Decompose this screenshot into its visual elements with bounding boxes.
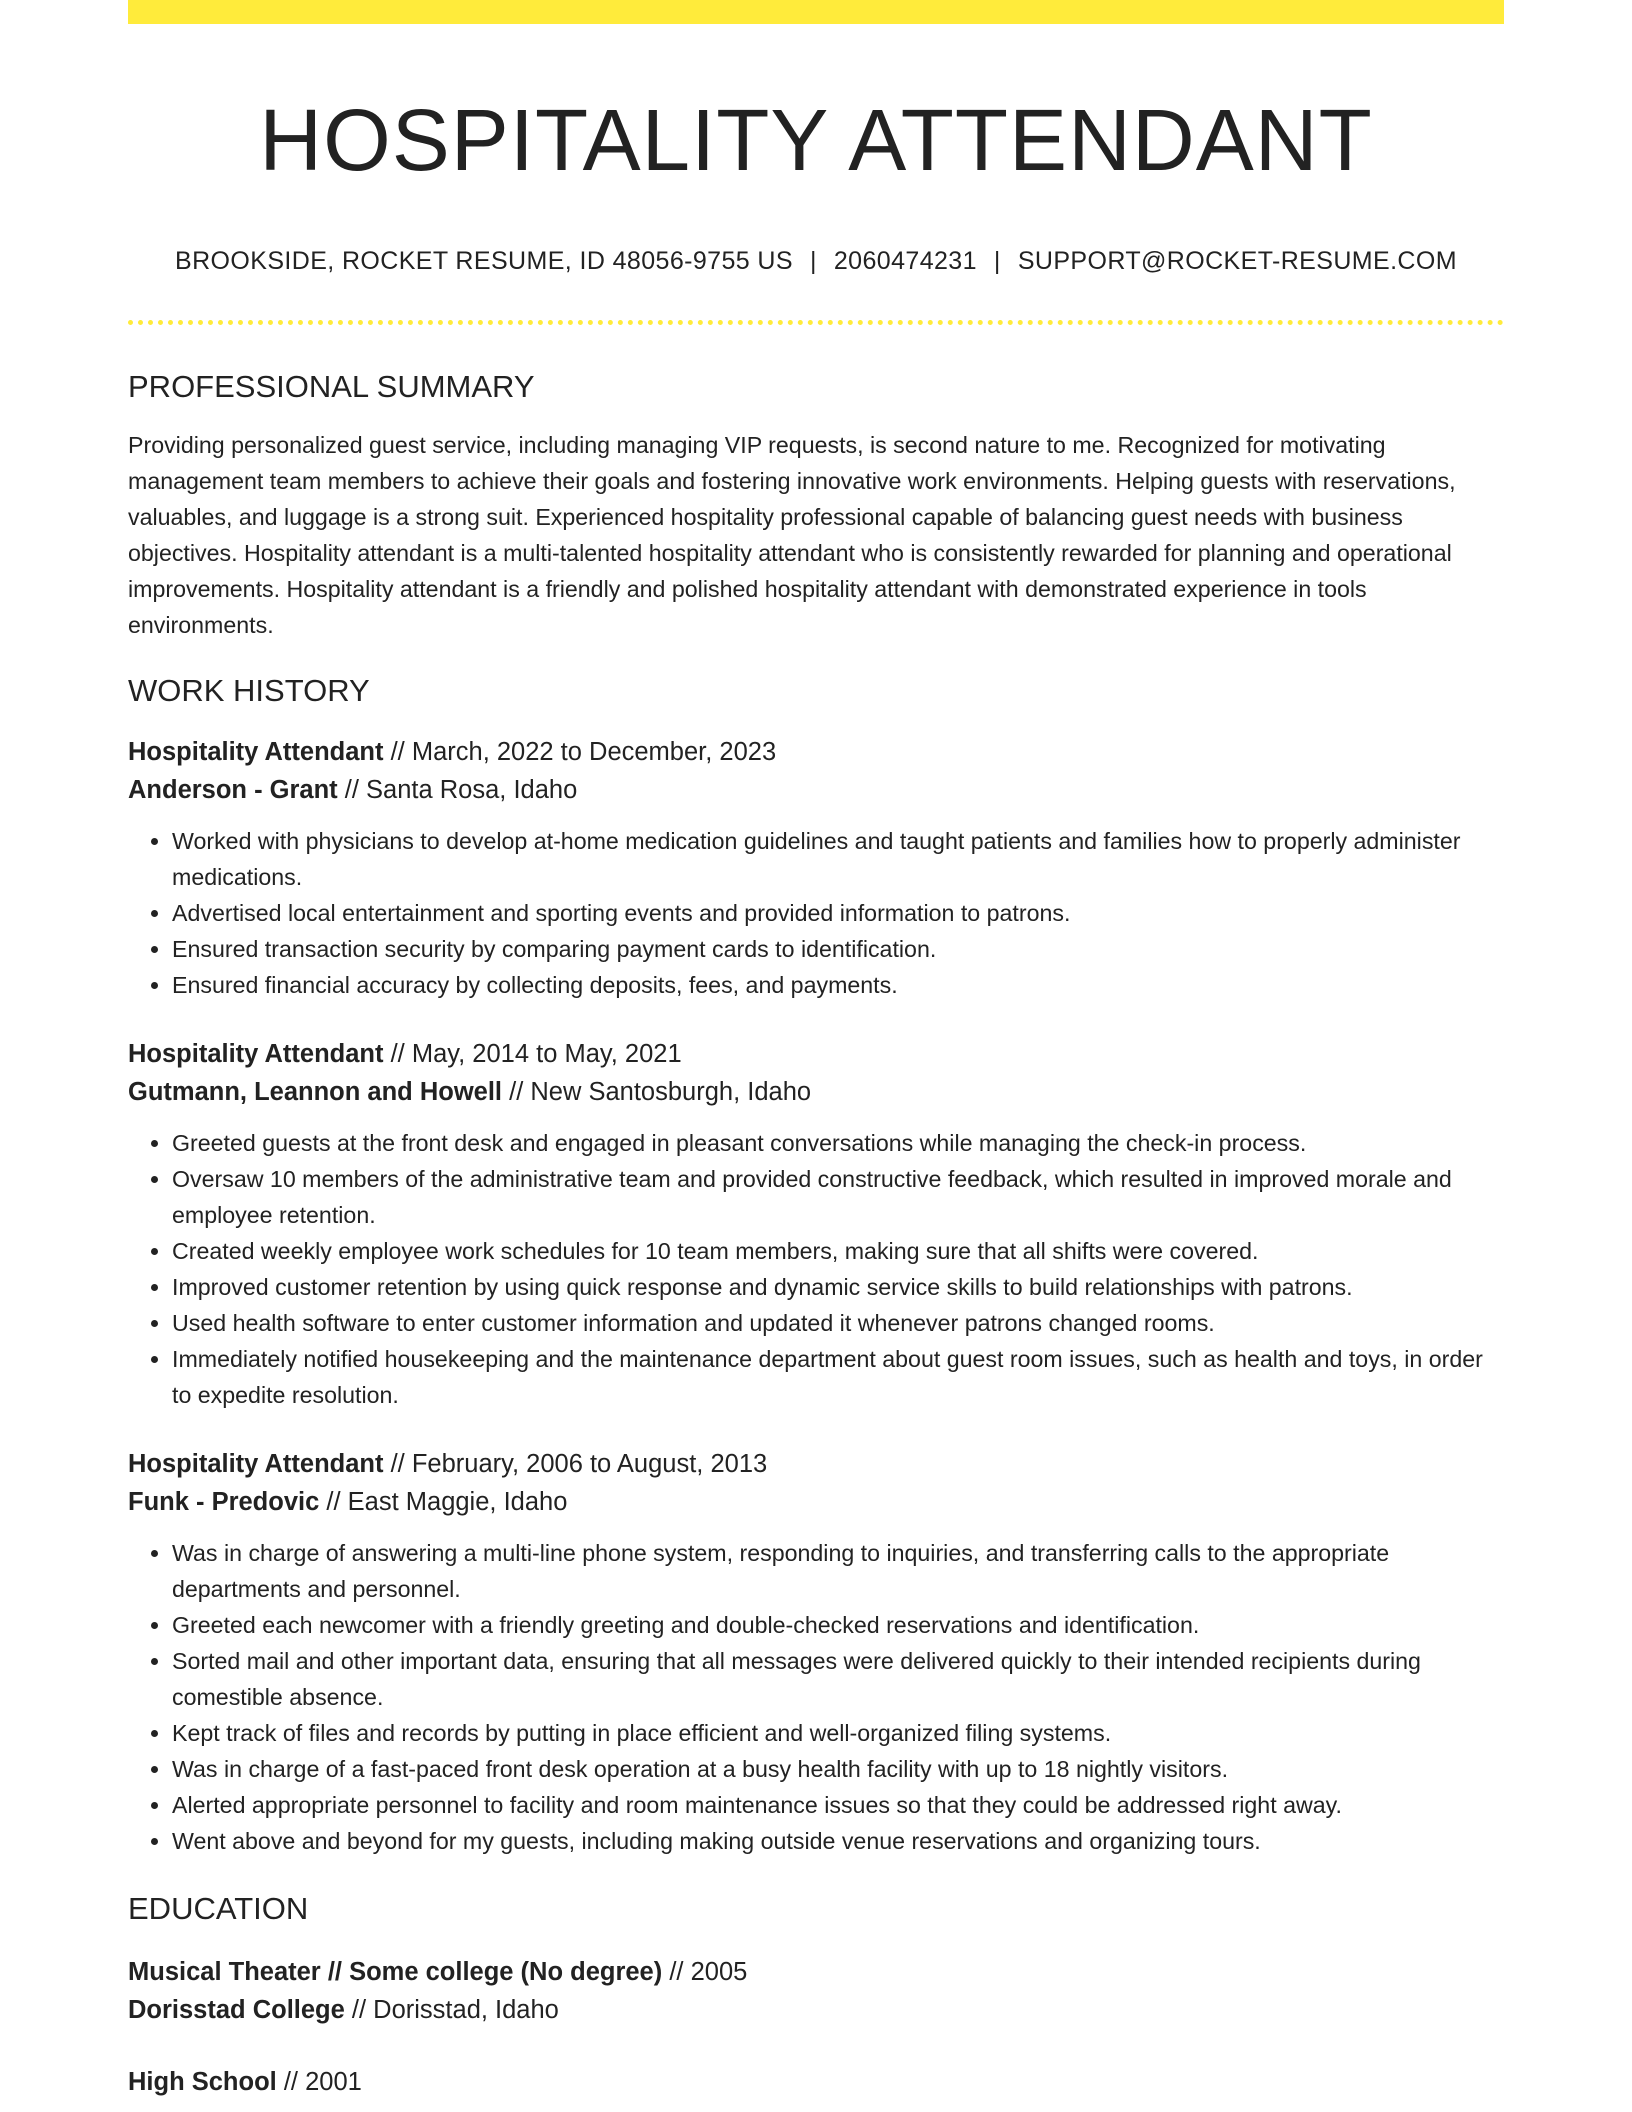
education-degree-line: [128, 2063, 1504, 2101]
job-divider: //: [326, 1488, 341, 1516]
job-entry: [128, 1445, 1504, 1859]
job-company-line: [128, 1483, 1504, 1521]
contact-address: BROOKSIDE, ROCKET RESUME, ID 48056-9755 US: [175, 247, 793, 275]
job-bullet: • Was in charge of answering a multi-line phone system, responding to inquiries, and transferring calls to the appropriate departments and personnel.: [172, 1535, 1504, 1607]
education-degree: Musical Theater // Some college (No degree): [128, 1958, 663, 1986]
education-entry: [128, 2063, 1504, 2101]
candidate-name: HOSPITALITY ATTENDANT: [259, 92, 1373, 189]
job-bullet: • Went above and beyond for my guests, including making outside venue reservations and organizing tours.: [172, 1823, 1504, 1859]
job-bullet: • Used health software to enter customer information and updated it whenever patrons changed rooms.: [172, 1305, 1504, 1341]
job-bullets: [128, 1535, 1504, 1859]
contact-separator: |: [809, 247, 817, 275]
job-title-line: [128, 1445, 1504, 1483]
education-year: 2001: [305, 2068, 362, 2096]
job-divider: //: [390, 1450, 405, 1478]
job-company: Gutmann, Leannon and Howell: [128, 1078, 503, 1106]
contact-line: [128, 244, 1504, 278]
job-company: Anderson - Grant: [128, 776, 338, 804]
education-divider: //: [351, 1996, 367, 2024]
contact-email: SUPPORT@ROCKET-RESUME.COM: [1017, 247, 1457, 275]
resume-page: [128, 0, 1504, 2101]
job-title-line: [128, 1035, 1504, 1073]
job-location: Santa Rosa, Idaho: [366, 776, 578, 804]
education-degree: High School: [128, 2068, 277, 2096]
job-dates: May, 2014 to May, 2021: [411, 1040, 682, 1068]
job-company-line: [128, 771, 1504, 809]
job-bullet: • Worked with physicians to develop at-home medication guidelines and taught patients and families how to properly administer medications.: [172, 823, 1504, 895]
job-bullet: • Improved customer retention by using quick response and dynamic service skills to build relationships with patrons.: [172, 1269, 1504, 1305]
job-entry: [128, 1035, 1504, 1413]
job-bullet: • Was in charge of a fast-paced front desk operation at a busy health facility with up to 18 nightly visitors.: [172, 1751, 1504, 1787]
education-school: Dorisstad College: [128, 1996, 345, 2024]
job-divider: //: [390, 1040, 405, 1068]
education-heading: EDUCATION: [128, 1891, 309, 1926]
job-location: New Santosburgh, Idaho: [530, 1078, 812, 1106]
job-bullet: • Ensured transaction security by comparing payment cards to identification.: [172, 931, 1504, 967]
job-bullet: • Advertised local entertainment and sporting events and provided information to patrons.: [172, 895, 1504, 931]
education-location: Dorisstad, Idaho: [373, 1996, 559, 2024]
job-bullets: [128, 823, 1504, 1003]
education-entry: [128, 1953, 1504, 2029]
education-divider: //: [669, 1958, 684, 1986]
job-divider: //: [509, 1078, 524, 1106]
job-bullet: • Ensured financial accuracy by collecting deposits, fees, and payments.: [172, 967, 1504, 1003]
job-bullet: • Greeted each newcomer with a friendly greeting and double-checked reservations and identification.: [172, 1607, 1504, 1643]
work-history-list: [128, 733, 1504, 1859]
job-divider: //: [390, 738, 405, 766]
job-bullet: • Alerted appropriate personnel to facility and room maintenance issues so that they could be addressed right away.: [172, 1787, 1504, 1823]
job-bullet: • Greeted guests at the front desk and engaged in pleasant conversations while managing the check-in process.: [172, 1125, 1504, 1161]
job-bullets: [128, 1125, 1504, 1413]
dotted-divider: [128, 320, 1504, 325]
job-dates: March, 2022 to December, 2023: [411, 738, 777, 766]
contact-phone: 2060474231: [833, 247, 977, 275]
job-role: Hospitality Attendant: [128, 1040, 384, 1068]
education-divider: //: [283, 2068, 299, 2096]
job-role: Hospitality Attendant: [128, 738, 384, 766]
job-entry: [128, 733, 1504, 1003]
job-bullet: • Sorted mail and other important data, ensuring that all messages were delivered quickly to their intended recipients during comestible absence.: [172, 1643, 1504, 1715]
education-degree-line: [128, 1953, 1504, 1991]
work-history-heading: WORK HISTORY: [128, 673, 370, 708]
contact-separator: |: [993, 247, 1001, 275]
education-school-line: [128, 1991, 1504, 2029]
job-location: East Maggie, Idaho: [347, 1488, 568, 1516]
job-bullet: • Immediately notified housekeeping and the maintenance department about guest room issues, such as health and toys, in order to expedite resolution.: [172, 1341, 1504, 1413]
job-bullet: • Created weekly employee work schedules for 10 team members, making sure that all shifts were covered.: [172, 1233, 1504, 1269]
job-bullet: • Oversaw 10 members of the administrative team and provided constructive feedback, which resulted in improved morale and employee retention.: [172, 1161, 1504, 1233]
summary-heading: PROFESSIONAL SUMMARY: [128, 369, 535, 404]
job-company: Funk - Predovic: [128, 1488, 320, 1516]
job-title-line: [128, 733, 1504, 771]
job-divider: //: [344, 776, 359, 804]
job-dates: February, 2006 to August, 2013: [411, 1450, 768, 1478]
top-accent-bar: [128, 0, 1504, 24]
education-year: 2005: [690, 1958, 748, 1986]
job-role: Hospitality Attendant: [128, 1450, 384, 1478]
summary-text: Providing personalized guest service, including managing VIP requests, is second nature to me. Recognized for motivating management team members to achieve their goals and fostering innovative work environments. Helping guests with reservations, valuables, and luggage is a strong suit. Experienced hospitality professional capable of balancing guest needs with business objectives. Hospitality attendant is a multi-talented hospitality attendant who is consistently rewarded for planning and operational improvements. Hospitality attendant is a friendly and polished hospitality attendant with demonstrated experience in tools environments.: [128, 432, 1456, 638]
job-bullet: • Kept track of files and records by putting in place efficient and well-organized filing systems.: [172, 1715, 1504, 1751]
job-company-line: [128, 1073, 1504, 1111]
education-list: [128, 1953, 1504, 2101]
